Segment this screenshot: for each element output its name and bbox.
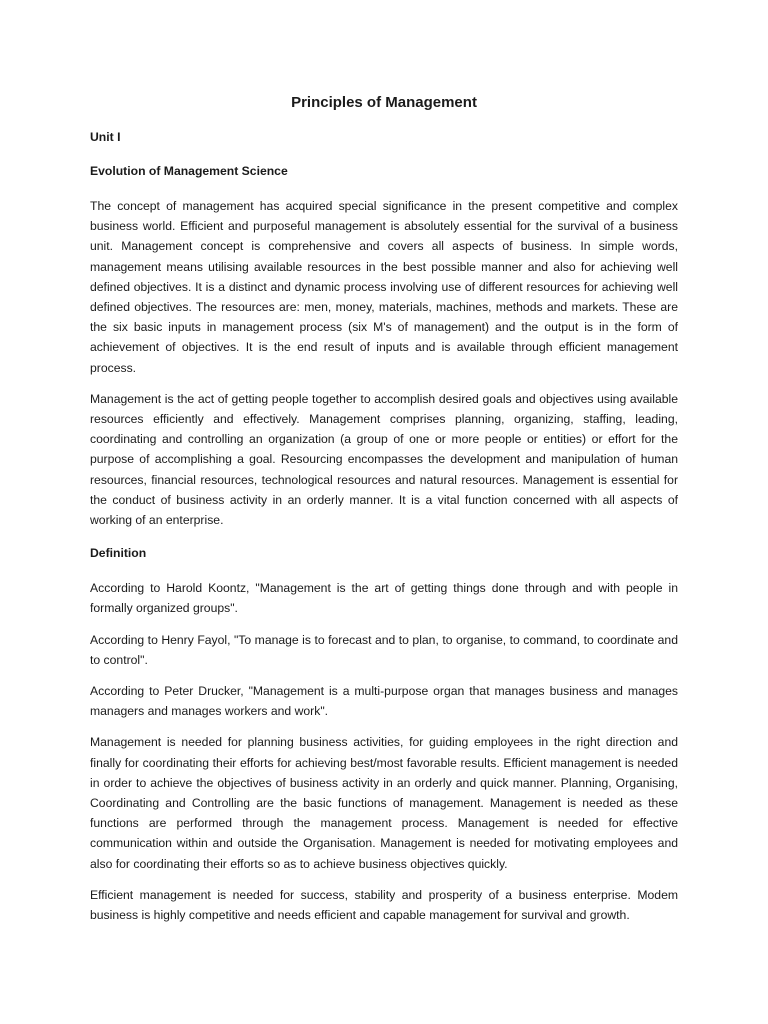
paragraph-koontz-definition: According to Harold Koontz, "Management is the art of getting things done through and with people in formally organized groups". <box>90 581 678 616</box>
unit-heading: Unit I <box>90 130 121 144</box>
paragraph-drucker-definition: According to Peter Drucker, "Management is a multi-purpose organ that manages business and manages managers and manages workers and work". <box>90 684 678 719</box>
paragraph-efficient-management: Efficient management is needed for success, stability and prosperity of a business enterprise. Modem business is highly competitive and needs efficient and capable management for survival and growth. <box>90 887 678 923</box>
definition-heading: Definition <box>90 546 147 561</box>
paragraph-concept: The concept of management has acquired special significance in the present competitive and complex business world. Efficient and purposeful management is absolutely essential for the survival of a business unit. Management concept is comprehensive and covers all aspects of business. In simple words, management means utilising available resources in the best possible manner and also for achieving well defined objectives. It is a distinct and dynamic process involving use of different resources for achieving well defined objectives. The resources are: men, money, materials, machines, methods and markets. These are the six basic inputs in management process (six M's of management) and the output is in the form of achievement of objectives. It is the end result of inputs and is available through efficient management process. <box>90 199 678 375</box>
paragraph-act-of-management: Management is the act of getting people together to accomplish desired goals and objectives using available resources efficiently and effectively. Management comprises planning, organizing, staffing, leading, coordinating and controlling an organization (a group of one or more people or entities) or effort for the purpose of accomplishing a goal. Resourcing encompasses the development and manipulation of human resources, financial resources, technological resources and natural resources. Management is essential for the conduct of business activity in an orderly manner. It is a vital function concerned with all aspects of working of an enterprise. <box>90 391 678 528</box>
document-title: Principles of Management <box>291 94 477 111</box>
paragraph-fayol-definition: According to Henry Fayol, "To manage is to forecast and to plan, to organise, to command, to coordinate and to control". <box>90 632 678 667</box>
paragraph-need-for-management: Management is needed for planning business activities, for guiding employees in the right direction and finally for coordinating their efforts for achieving best/most favorable results. Efficient management is needed in order to achieve the objectives of business activity in an orderly and quick manner. Planning, Organising, Coordinating and Controlling are the basic functions of management. Management is needed as these functions are performed through the management process. Management is needed for effective communication within and outside the Organisation. Management is needed for motivating employees and also for coordinating their efforts so as to achieve business objectives quickly. <box>90 735 678 871</box>
section-heading: Evolution of Management Science <box>90 164 288 178</box>
